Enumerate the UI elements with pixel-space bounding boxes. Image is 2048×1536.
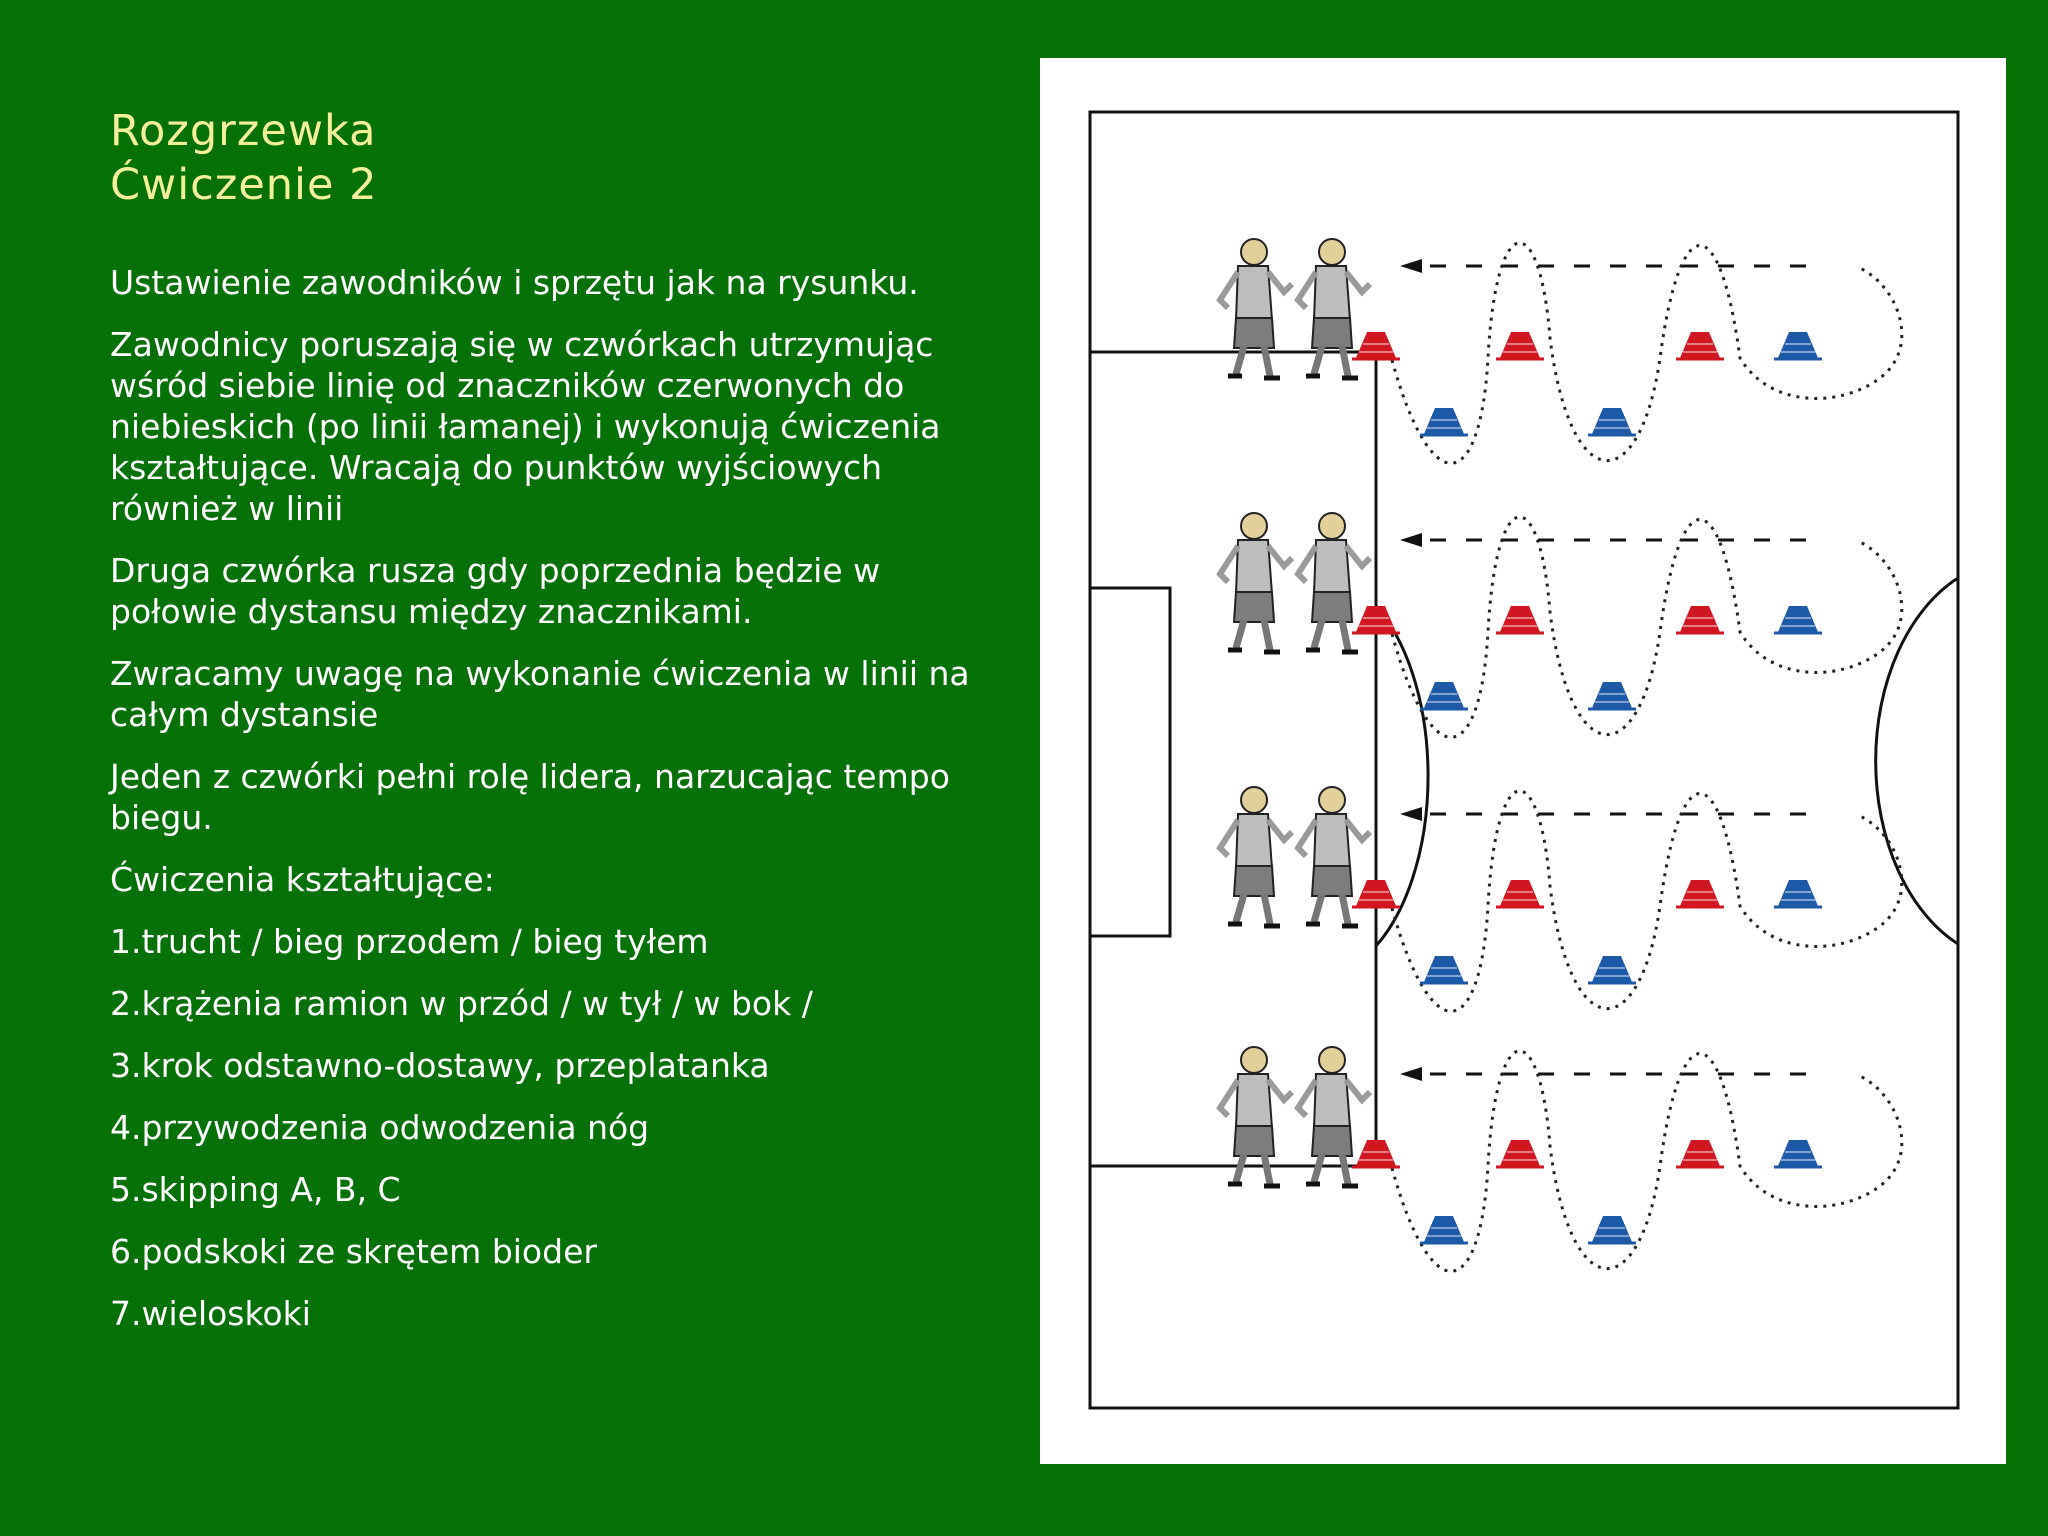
- drill-lanes: [1220, 239, 1902, 1271]
- pitch-boundary: [1090, 112, 1958, 1408]
- exercise-description: [110, 262, 990, 1355]
- blue-cone-4-e: [1420, 1216, 1468, 1243]
- player-4-b-head: [1319, 1047, 1345, 1073]
- blue-cone-1-d: [1774, 332, 1822, 359]
- player-3-b-shorts: [1312, 866, 1352, 896]
- player-3-a-leg-back: [1236, 894, 1244, 922]
- exercise-item-7: 7.wieloskoki: [110, 1294, 311, 1333]
- drill-diagram-panel: [1040, 58, 2006, 1464]
- exercise-item-6: 6.podskoki ze skrętem bioder: [110, 1232, 597, 1271]
- player-4-a-head: [1241, 1047, 1267, 1073]
- player-2-b-leg-back: [1314, 620, 1322, 648]
- exercise-item-2: 2.krążenia ramion w przód / w tył / w bok /: [110, 984, 813, 1023]
- red-cone-4-c: [1676, 1140, 1724, 1167]
- player-4-a-arm-back: [1220, 1080, 1238, 1116]
- player-3-a: [1220, 787, 1292, 926]
- player-2-a-leg-front: [1264, 620, 1270, 650]
- player-2-b-leg-front: [1342, 620, 1348, 650]
- return-arrow-icon-4: [1400, 1067, 1422, 1081]
- blue-cone-3-f: [1588, 956, 1636, 983]
- return-arrow-icon-2: [1400, 533, 1422, 547]
- player-4-b-arm-front: [1346, 1080, 1370, 1100]
- player-3-b-leg-front: [1342, 894, 1348, 924]
- blue-cone-4-d: [1774, 1140, 1822, 1167]
- blue-cone-4-f: [1588, 1216, 1636, 1243]
- player-2-b-shorts: [1312, 592, 1352, 622]
- blue-cone-3-d: [1774, 880, 1822, 907]
- blue-cone-3-e: [1420, 956, 1468, 983]
- red-cone-4-b: [1496, 1140, 1544, 1167]
- blue-cone-1-f: [1588, 408, 1636, 435]
- return-arrow-icon-3: [1400, 807, 1422, 821]
- title-line-1: Rozgrzewka: [110, 106, 377, 156]
- blue-cone-2-e: [1420, 682, 1468, 709]
- player-4-b-leg-back: [1314, 1154, 1322, 1182]
- player-2-a-arm-front: [1268, 546, 1292, 566]
- player-4-a-arm-front: [1268, 1080, 1292, 1100]
- player-3-a-shorts: [1234, 866, 1274, 896]
- run-path-2: [1392, 517, 1902, 737]
- exercise-item-4: 4.przywodzenia odwodzenia nóg: [110, 1108, 650, 1147]
- goal-area: [1090, 588, 1170, 936]
- drill-lane-2: [1220, 513, 1902, 737]
- paragraph-attention: Zwracamy uwagę na wykonanie ćwiczenia w linii na całym dystansie: [110, 654, 970, 734]
- player-2-a-leg-back: [1236, 620, 1244, 648]
- player-1-a: [1220, 239, 1292, 378]
- red-cone-4-a: [1352, 1140, 1400, 1167]
- player-1-b-arm-front: [1346, 272, 1370, 292]
- run-path-4: [1392, 1051, 1902, 1271]
- paragraph-leader: Jeden z czwórki pełni rolę lidera, narzucając tempo biegu.: [110, 757, 950, 837]
- player-3-a-leg-front: [1264, 894, 1270, 924]
- player-4-a-shorts: [1234, 1126, 1274, 1156]
- exercise-item-1: 1.trucht / bieg przodem / bieg tyłem: [110, 922, 709, 961]
- player-1-a-arm-back: [1220, 272, 1238, 308]
- red-cone-1-c: [1676, 332, 1724, 359]
- player-1-a-head: [1241, 239, 1267, 265]
- red-cone-3-c: [1676, 880, 1724, 907]
- title-line-2: Ćwiczenie 2: [110, 160, 378, 210]
- player-1-b-shorts: [1312, 318, 1352, 348]
- player-4-b-leg-front: [1342, 1154, 1348, 1184]
- player-1-b-arm-back: [1298, 272, 1316, 308]
- return-arrow-icon-1: [1400, 259, 1422, 273]
- player-1-b-head: [1319, 239, 1345, 265]
- player-1-b-leg-back: [1314, 346, 1322, 374]
- paragraph-movement: Zawodnicy poruszają się w czwórkach utrzymując wśród siebie linię od znaczników czerwonych do niebieskich (po linii łamanej) i wykonują ćwiczenia kształtujące. Wracają do punktów wyjściowych również w linii: [110, 325, 941, 528]
- red-cone-2-c: [1676, 606, 1724, 633]
- red-cone-3-b: [1496, 880, 1544, 907]
- run-path-3: [1392, 791, 1902, 1011]
- slide-title: [110, 104, 378, 212]
- drill-lane-1: [1220, 239, 1902, 463]
- pitch-diagram: [1040, 58, 2006, 1464]
- red-cone-2-b: [1496, 606, 1544, 633]
- red-cone-1-a: [1352, 332, 1400, 359]
- field-lines: [1090, 112, 1958, 1408]
- player-4-a-leg-front: [1264, 1154, 1270, 1184]
- player-2-a-shorts: [1234, 592, 1274, 622]
- blue-cone-2-f: [1588, 682, 1636, 709]
- player-2-b-arm-back: [1298, 546, 1316, 582]
- player-4-b-arm-back: [1298, 1080, 1316, 1116]
- red-cone-2-a: [1352, 606, 1400, 633]
- penalty-box: [1090, 352, 1376, 1166]
- paragraph-second-group: Druga czwórka rusza gdy poprzednia będzie w połowie dystansu między znacznikami.: [110, 551, 881, 631]
- exercise-item-5: 5.skipping A, B, C: [110, 1170, 401, 1209]
- player-3-b-leg-back: [1314, 894, 1322, 922]
- player-3-b-arm-front: [1346, 820, 1370, 840]
- player-2-a-head: [1241, 513, 1267, 539]
- exercise-item-3: 3.krok odstawno-dostawy, przeplatanka: [110, 1046, 770, 1085]
- player-1-a-arm-front: [1268, 272, 1292, 292]
- red-cone-1-b: [1496, 332, 1544, 359]
- player-1-a-shorts: [1234, 318, 1274, 348]
- player-3-a-arm-back: [1220, 820, 1238, 856]
- player-3-a-arm-front: [1268, 820, 1292, 840]
- red-cone-3-a: [1352, 880, 1400, 907]
- player-4-a-leg-back: [1236, 1154, 1244, 1182]
- paragraph-setup: Ustawienie zawodników i sprzętu jak na rysunku.: [110, 263, 919, 302]
- player-2-a-arm-back: [1220, 546, 1238, 582]
- player-1-a-leg-back: [1236, 346, 1244, 374]
- player-2-a: [1220, 513, 1292, 652]
- blue-cone-2-d: [1774, 606, 1822, 633]
- exercises-heading: Ćwiczenia kształtujące:: [110, 860, 495, 899]
- drill-lane-3: [1220, 787, 1902, 1011]
- blue-cone-1-e: [1420, 408, 1468, 435]
- player-3-b-arm-back: [1298, 820, 1316, 856]
- player-4-b-shorts: [1312, 1126, 1352, 1156]
- player-2-b-arm-front: [1346, 546, 1370, 566]
- run-path-1: [1392, 243, 1902, 463]
- drill-lane-4: [1220, 1047, 1902, 1271]
- player-3-a-head: [1241, 787, 1267, 813]
- center-circle: [1876, 578, 1958, 944]
- player-2-b-head: [1319, 513, 1345, 539]
- player-3-b-head: [1319, 787, 1345, 813]
